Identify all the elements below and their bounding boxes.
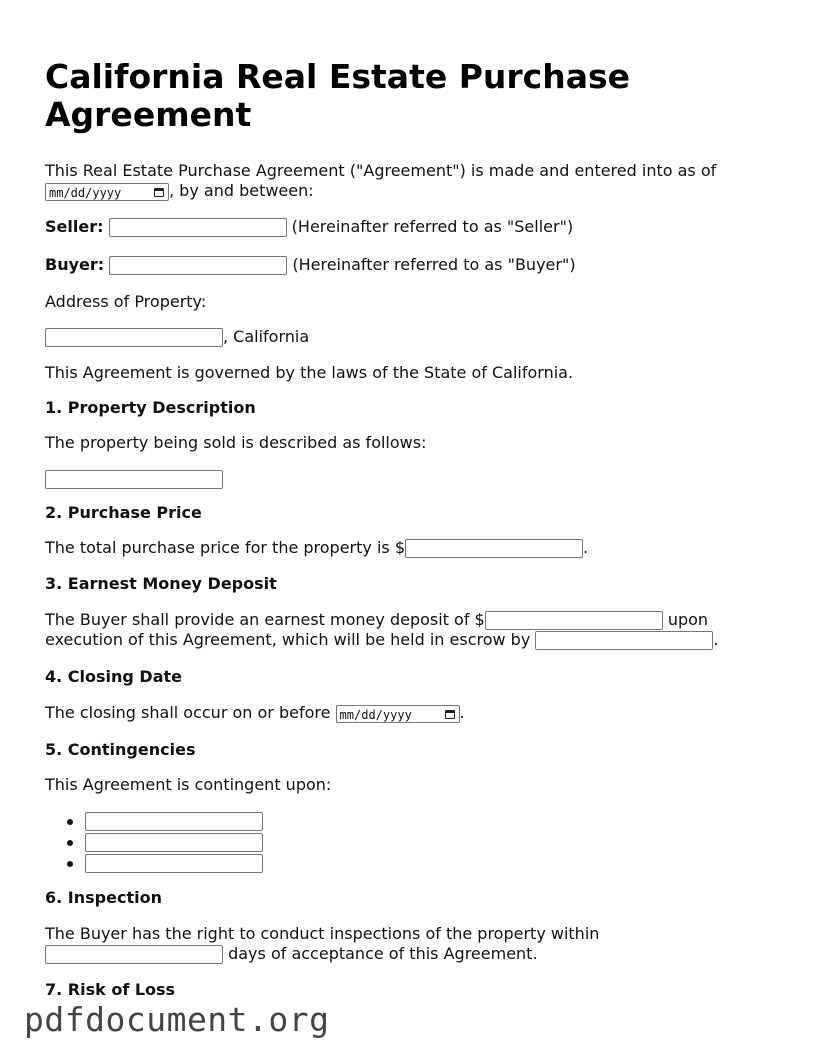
section-6-heading: 6. Inspection: [45, 888, 162, 907]
bullet-icon: [67, 819, 73, 825]
address-label: Address of Property:: [45, 292, 207, 311]
page-title: California Real Estate Purchase Agreement: [45, 57, 631, 134]
section-7-heading: 7. Risk of Loss: [45, 980, 176, 999]
intro-text: This Real Estate Purchase Agreement ("Agreement") is made and entered into as of: [45, 161, 717, 180]
inspection-days-input[interactable]: [45, 945, 223, 964]
property-description-input[interactable]: [45, 470, 223, 489]
seller-suffix: (Hereinafter referred to as "Seller"): [291, 217, 574, 236]
section-4-heading: 4. Closing Date: [45, 667, 182, 686]
buyer-label: Buyer:: [45, 255, 105, 274]
section-5-heading: 5. Contingencies: [45, 740, 196, 759]
list-item: [45, 853, 785, 874]
section-1-heading: 1. Property Description: [45, 398, 256, 417]
section-3-heading: 3. Earnest Money Deposit: [45, 574, 277, 593]
escrow-holder-input[interactable]: [535, 631, 713, 650]
contingency-input-3[interactable]: [85, 854, 263, 873]
seller-label: Seller:: [45, 217, 104, 236]
property-address-input[interactable]: [45, 328, 223, 347]
buyer-line: [45, 255, 785, 275]
section-1-field: [45, 469, 785, 489]
intro-paragraph: This Real Estate Purchase Agreement ("Agreement") is made and entered into as of mm/dd/yyyy , by and between:: [45, 161, 717, 200]
section-1-text: The property being sold is described as follows:: [45, 433, 427, 452]
bullet-icon: [67, 861, 73, 867]
section-2-text: The total purchase price for the property is $ .: [45, 538, 589, 557]
bullet-icon: [67, 840, 73, 846]
section-4-text: The closing shall occur on or before mm/dd/yyyy .: [45, 703, 465, 722]
section-3-text-2: execution of this Agreement, which will be held in escrow by .: [45, 630, 719, 649]
section-5-text: This Agreement is contingent upon:: [45, 775, 332, 794]
section-2-heading: 2. Purchase Price: [45, 503, 202, 522]
closing-date-input[interactable]: mm/dd/yyyy: [336, 705, 460, 723]
contingency-input-1[interactable]: [85, 812, 263, 831]
seller-name-input[interactable]: [109, 218, 287, 237]
section-6-text-2: days of acceptance of this Agreement.: [45, 944, 785, 964]
buyer-name-input[interactable]: [109, 256, 287, 275]
purchase-price-input[interactable]: [405, 539, 583, 558]
section-3-text: The Buyer shall provide an earnest money deposit of $ upon: [45, 610, 709, 629]
earnest-money-input[interactable]: [485, 611, 663, 630]
section-6-text: The Buyer has the right to conduct inspections of the property within: [45, 924, 600, 943]
governing-law: This Agreement is governed by the laws of the State of California.: [45, 363, 574, 382]
list-item: [45, 832, 785, 853]
contingency-list: [45, 811, 785, 874]
calendar-icon: [154, 188, 164, 197]
calendar-icon: [445, 710, 455, 719]
watermark: pdfdocument.org: [24, 1000, 330, 1039]
list-item: [45, 811, 785, 832]
buyer-suffix: (Hereinafter referred to as "Buyer"): [292, 255, 576, 274]
agreement-page: [45, 0, 785, 1000]
seller-line: [45, 217, 785, 237]
contingency-input-2[interactable]: [85, 833, 263, 852]
address-line: , California: [45, 327, 785, 347]
agreement-date-input[interactable]: mm/dd/yyyy: [45, 183, 169, 201]
